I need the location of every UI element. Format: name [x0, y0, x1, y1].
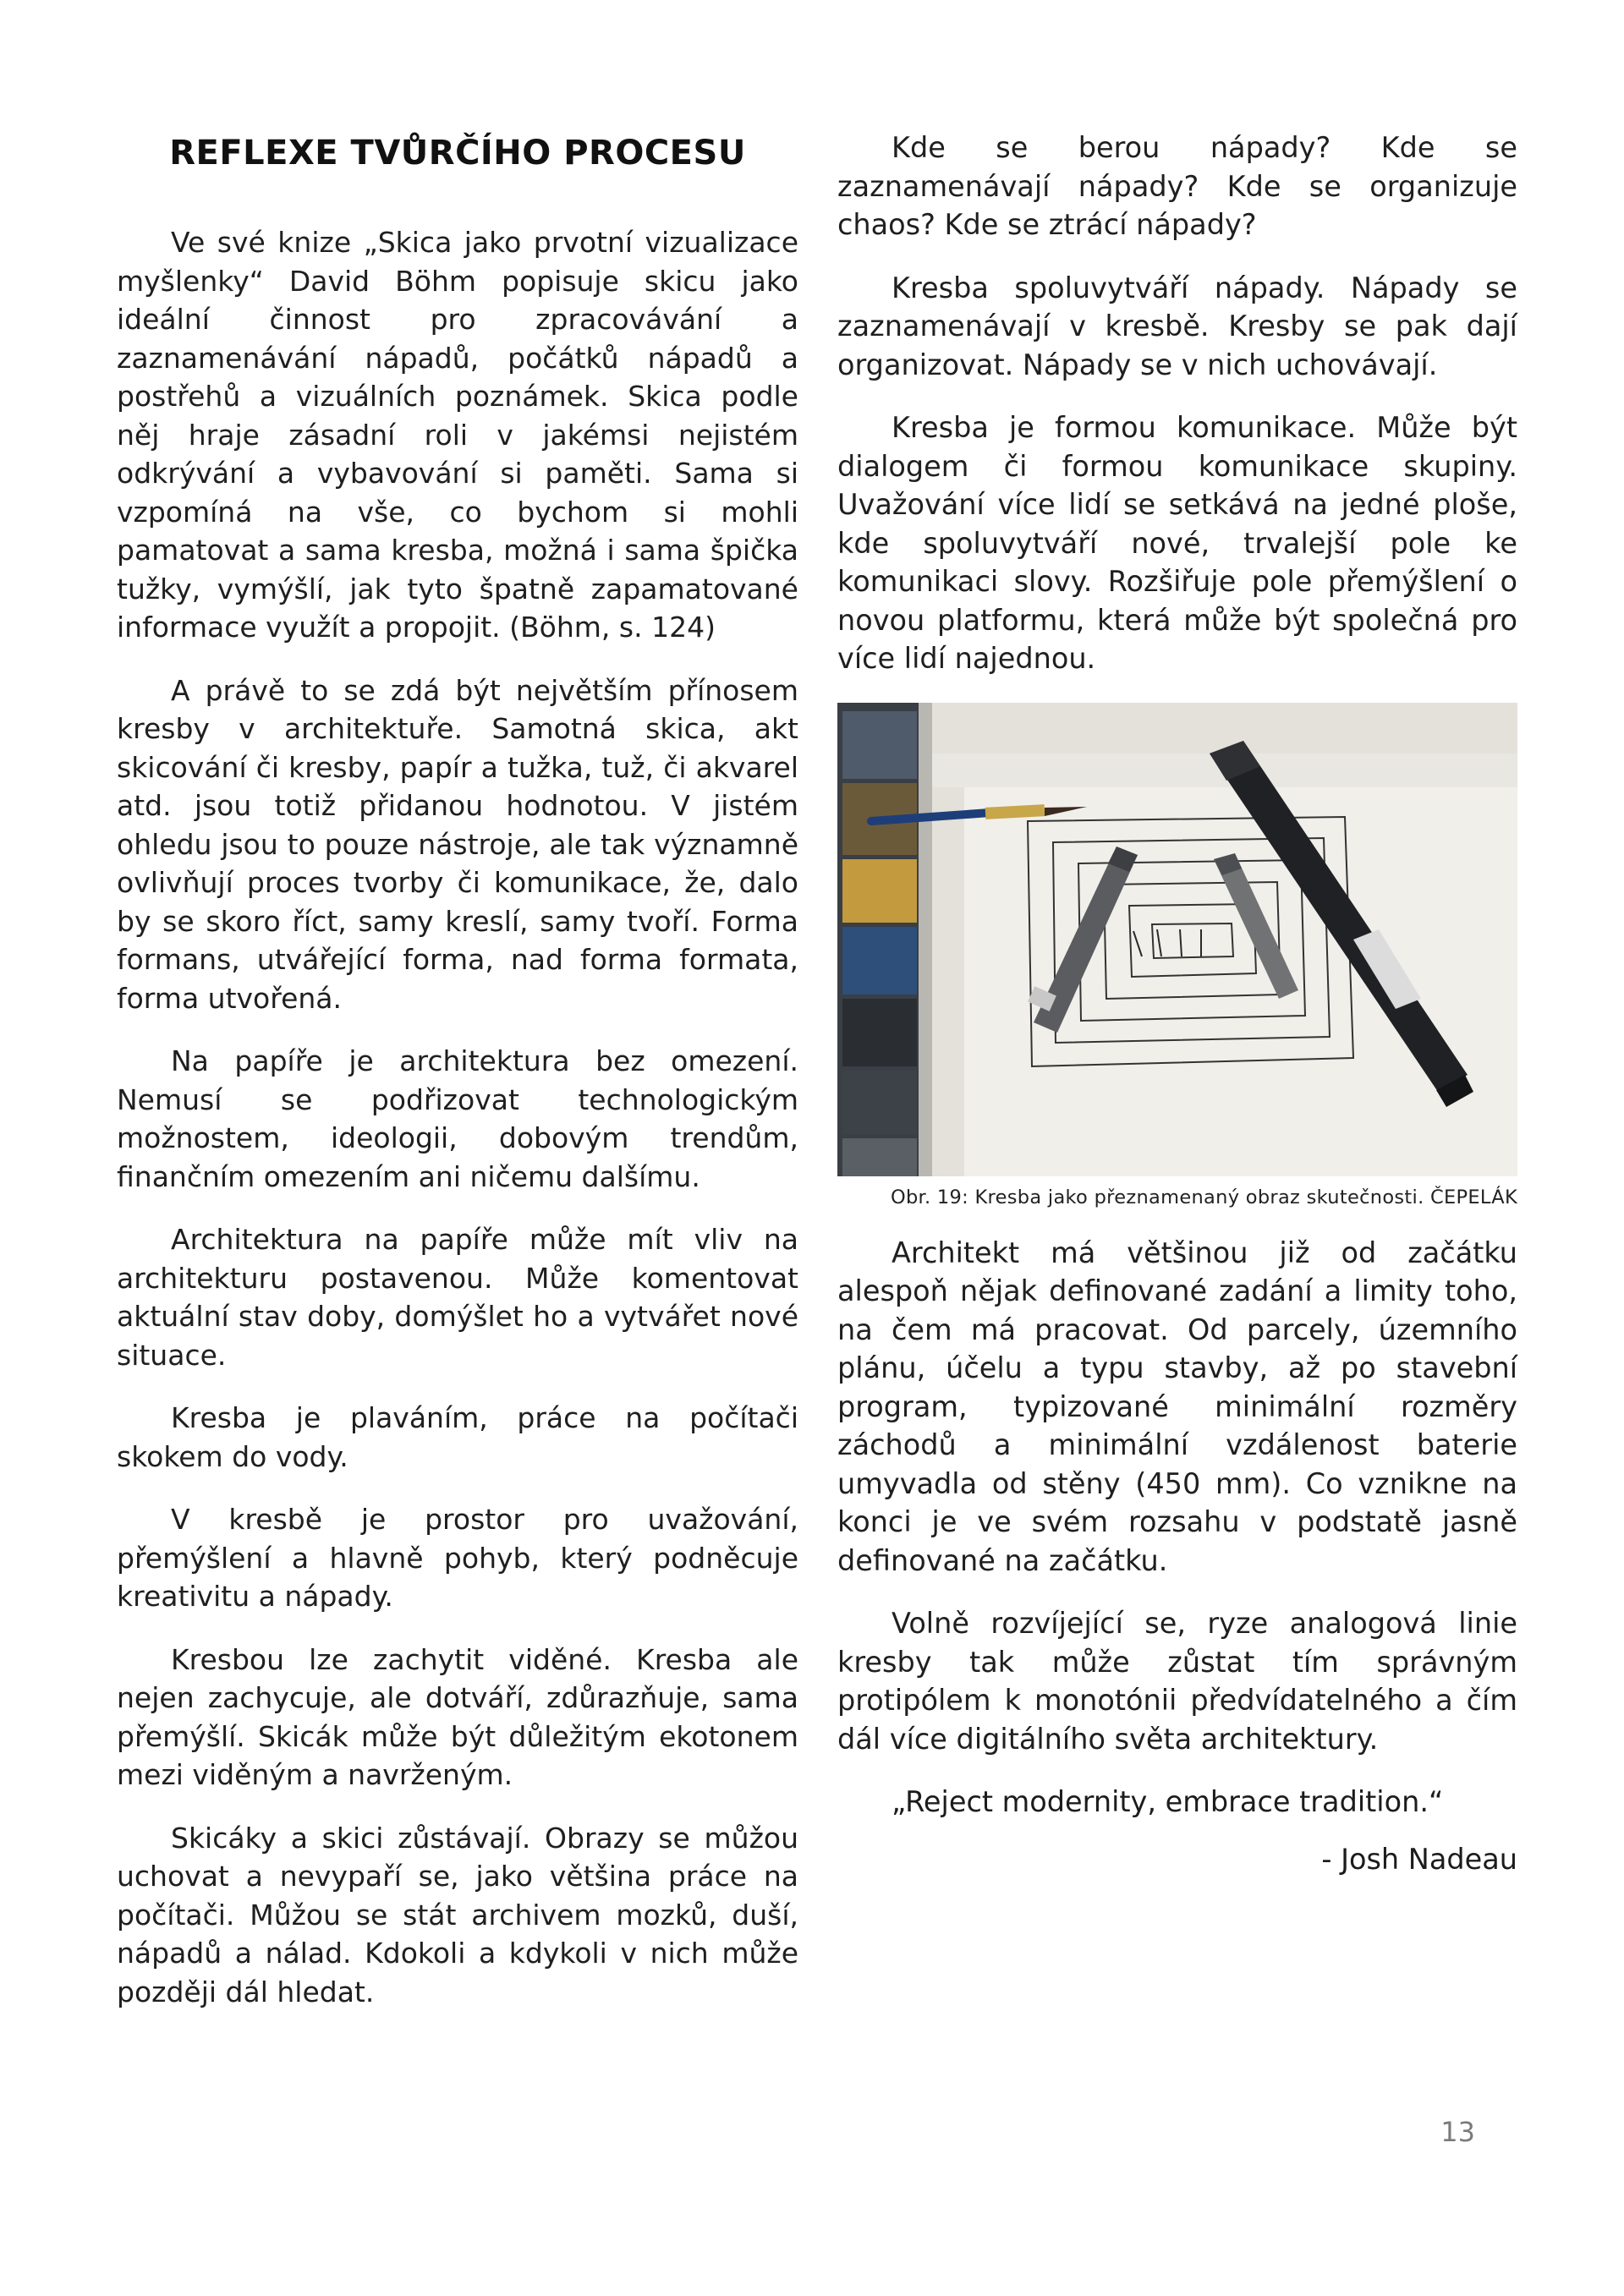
watercolor-palette: [837, 703, 932, 1176]
paragraph: V kresbě je prostor pro uvažování, přemýšlení a hlavně pohyb, který podněcuje kreativitu a nápady.: [117, 1503, 798, 1613]
figure-photo-sketch: [837, 703, 1517, 1176]
paragraph: Kresba je formou komunikace. Může být dialogem či formou komunikace skupiny. Uvažování více lidí se setkává na jedné ploše, kde spoluvytváří nové, trvalejší pole ke komunikaci slovy. Rozšiřuje pole přemýšlení o novou platformu, která může být společná pro více lidí najednou.: [837, 411, 1517, 675]
paragraph: Na papíře je architektura bez omezení. Nemusí se podřizovat technologickým možnostem, ideologii, dobovým trendům, finančním omezením ani ničemu dalšímu.: [117, 1044, 798, 1193]
paragraph: Skicáky a skici zůstávají. Obrazy se můžou uchovat a nevypaří se, jako většina práce na počítači. Můžou se stát archivem mozků, duší, nápadů a nálad. Kdokoli a kdykoli v nich může později dál hledat.: [117, 1821, 798, 2008]
left-column: [117, 127, 798, 2036]
page-number: 13: [1440, 2116, 1475, 2148]
paragraph: Volně rozvíjející se, ryze analogová linie kresby tak může zůstat tím správným protipólem k monotónii předvídatelného a čím dál více digitálního světa architektury.: [837, 1607, 1517, 1756]
paragraph: Architektura na papíře může mít vliv na architekturu postavenou. Může komentovat aktuální stav doby, domýšlet ho a vytvářet nové situace.: [117, 1223, 798, 1372]
paragraph: Kresba spoluvytváří nápady. Nápady se zaznamenávají v kresbě. Kresby se pak dají organizovat. Nápady se v nich uchovávají.: [837, 271, 1517, 381]
paragraph: Kde se berou nápady? Kde se zaznamenávají nápady? Kde se organizuje chaos? Kde se ztrácí nápady?: [837, 131, 1517, 241]
quote-attribution: - Josh Nadeau: [1321, 1843, 1517, 1876]
right-column: [837, 129, 1517, 1876]
paragraph: Kresba je plaváním, práce na počítači skokem do vody.: [117, 1401, 798, 1473]
paragraph: Ve své knize „Skica jako prvotní vizualizace myšlenky“ David Böhm popisuje skicu jako ideální činnost pro zpracovávání a zaznamenávání nápadů, počátků nápadů a postřehů a vizuálních poznámek. Skica podle něj hraje zásadní roli v jakémsi nejistém odkrývání a vybavování si paměti. Sama si vzpomíná na vše, co bychom si mohli pamatovat a sama kresba, možná i sama špička tužky, vymýšlí, jak tyto špatně zapamatované informace využít a propojit. (Böhm, s. 124): [117, 226, 798, 644]
photo-drawing-with-pens: [837, 703, 1517, 1176]
paragraph: A právě to se zdá být největším přínosem kresby v architektuře. Samotná skica, akt skicování či kresby, papír a tužka, tuž, či akvarel atd. jsou totiž přidanou hodnotou. V jistém ohledu jsou to pouze nástroje, ale tak významně ovlivňují proces tvorby či komunikace, že, dalo by se skoro říct, samy kreslí, samy tvoří. Forma formans, utvářející forma, nad forma formata, forma utvořená.: [117, 673, 798, 1015]
quote: „Reject modernity, embrace tradition.“: [892, 1785, 1444, 1818]
chapter-title: REFLEXE TVŮRČÍHO PROCESU: [169, 134, 746, 173]
paragraph: Kresbou lze zachytit viděné. Kresba ale nejen zachycuje, ale dotváří, zdůrazňuje, sama přemýšlí. Skicák může být důležitým ekotonem mezi viděným a navrženým.: [117, 1642, 798, 1791]
paragraph: Architekt má většinou již od začátku alespoň nějak definované zadání a limity toho, na čem má pracovat. Od parcely, územního plánu, účelu a typu stavby, až po stavební program, typizované minimální rozměry záchodů a minimální vzdálenost baterie umyvadla od stěny (450 mm). Co vznikne na konci je ve svém rozsahu v podstatě jasně definované na začátku.: [837, 1236, 1517, 1577]
figure-caption: Obr. 19: Kresba jako přeznamenaný obraz skutečnosti. ČEPELÁK: [890, 1186, 1517, 1208]
